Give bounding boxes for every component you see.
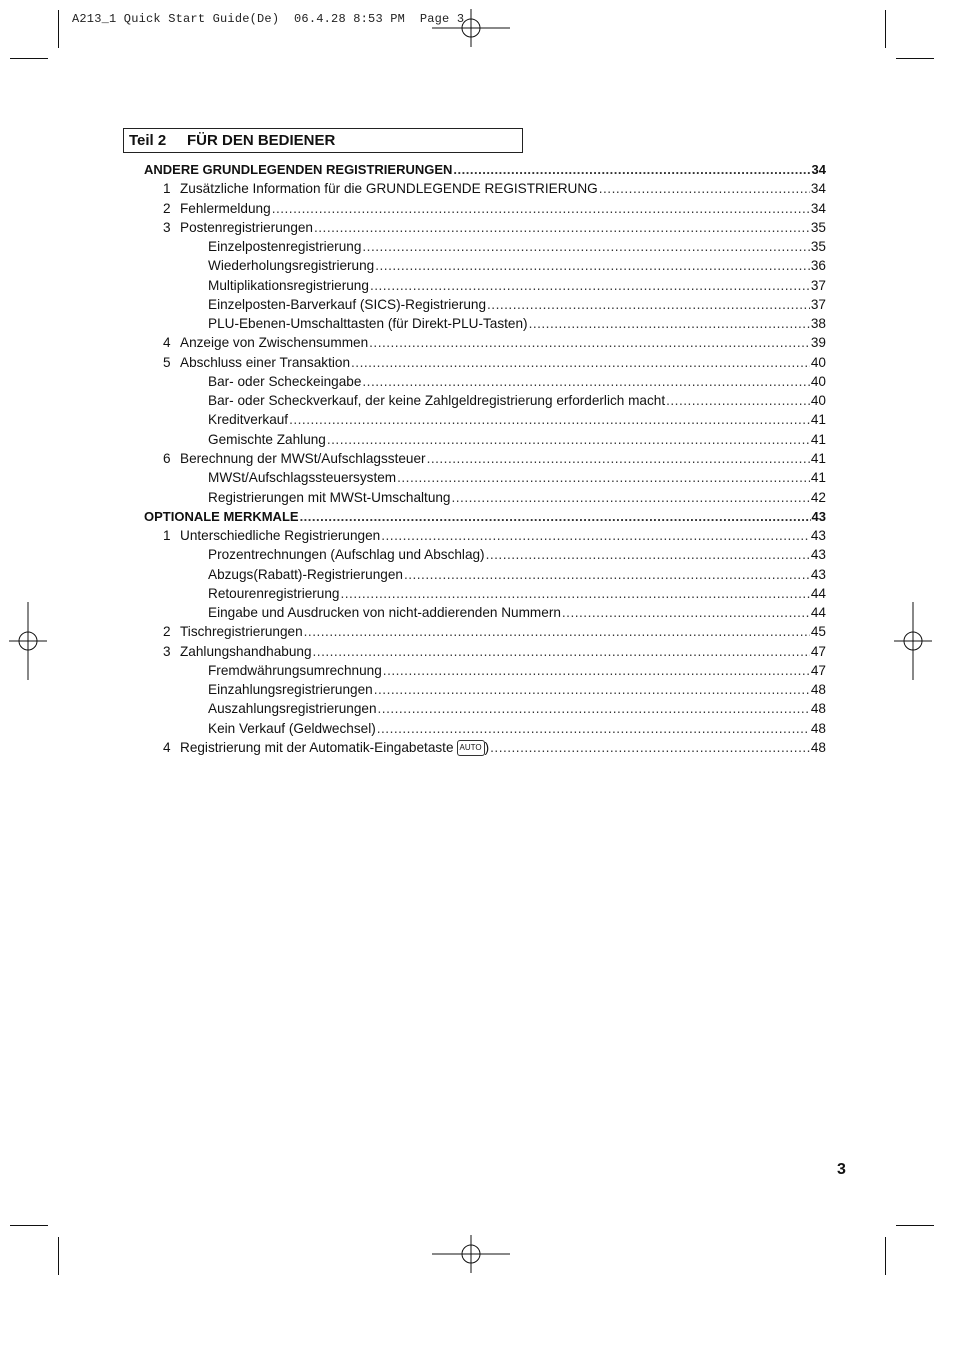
dot-leader	[529, 314, 810, 333]
toc-page-number: 40	[810, 354, 826, 370]
toc-entry[interactable]	[144, 449, 826, 468]
dot-leader	[374, 680, 810, 699]
toc-entry-title: Prozentrechnungen (Aufschlag und Abschlag)	[208, 547, 485, 563]
toc-page-number: 41	[810, 431, 826, 447]
toc-subentry[interactable]	[144, 545, 826, 564]
toc-entry-title: Anzeige von Zwischensummen	[180, 335, 369, 351]
print-slug: A213_1 Quick Start Guide(De) 06.4.28 8:53 PM Page 3	[72, 12, 465, 26]
dot-leader	[313, 642, 810, 661]
toc-page-number: 43	[811, 508, 826, 524]
toc-entry-number: 3	[163, 643, 171, 659]
dot-leader	[289, 410, 810, 429]
toc-entry-number: 4	[163, 739, 171, 755]
dot-leader	[404, 565, 810, 584]
toc-page-number: 42	[810, 489, 826, 505]
toc-page-number: 34	[810, 181, 826, 197]
toc-subentry[interactable]	[144, 372, 826, 391]
registration-mark-icon	[432, 1235, 510, 1273]
toc-page-number: 38	[810, 316, 826, 332]
toc-entry[interactable]	[144, 526, 826, 545]
toc-entry-title: OPTIONALE MERKMALE	[144, 508, 299, 524]
toc-subentry[interactable]	[144, 719, 826, 738]
toc-subentry[interactable]	[144, 314, 826, 333]
dot-leader	[599, 179, 810, 198]
dot-leader	[272, 199, 810, 218]
toc-page-number: 40	[810, 393, 826, 409]
crop-mark	[896, 1225, 934, 1226]
toc-subentry[interactable]	[144, 430, 826, 449]
toc-subentry[interactable]	[144, 295, 826, 314]
toc-entry[interactable]	[144, 738, 826, 757]
dot-leader	[377, 719, 810, 738]
toc-entry[interactable]	[144, 179, 826, 198]
toc-entry-title: Gemischte Zahlung	[208, 431, 326, 447]
toc-entry[interactable]	[144, 218, 826, 237]
toc-entry-number: 2	[163, 200, 171, 216]
page-number: 3	[837, 1161, 846, 1178]
toc-entry-title: Registrierungen mit MWSt-Umschaltung	[208, 489, 451, 505]
toc-entry-title-suffix: )	[484, 739, 490, 755]
dot-leader	[369, 333, 810, 352]
toc-entry-number: 3	[163, 219, 171, 235]
toc-page-number: 37	[810, 296, 826, 312]
toc-page-number: 47	[810, 662, 826, 678]
toc-subentry[interactable]	[144, 237, 826, 256]
toc-entry-title: Einzahlungsregistrierungen	[208, 682, 373, 698]
registration-mark-icon	[894, 602, 932, 680]
toc-subentry[interactable]	[144, 565, 826, 584]
toc-page-number: 35	[810, 219, 826, 235]
toc-entry[interactable]	[144, 642, 826, 661]
toc-subentry[interactable]	[144, 488, 826, 507]
toc-page-number: 44	[810, 585, 826, 601]
toc-page-number: 43	[810, 547, 826, 563]
registration-mark-icon	[9, 602, 47, 680]
toc-entry-title: Kein Verkauf (Geldwechsel)	[208, 720, 376, 736]
part-header	[123, 128, 523, 153]
toc-subentry[interactable]	[144, 276, 826, 295]
toc-page-number: 34	[811, 162, 826, 177]
dot-leader	[300, 507, 811, 526]
toc-entry-title: PLU-Ebenen-Umschalttasten (für Direkt-PLU-Tasten)	[208, 316, 528, 332]
toc-subentry[interactable]	[144, 468, 826, 487]
toc-page-number: 48	[810, 701, 826, 717]
toc-page-number: 43	[810, 566, 826, 582]
toc-section[interactable]	[144, 160, 826, 179]
toc-page-number: 43	[810, 528, 826, 544]
toc-page-number: 41	[810, 412, 826, 428]
part-number: Teil 2	[129, 132, 167, 149]
toc-page-number: 41	[810, 470, 826, 486]
toc-entry-number: 1	[163, 181, 171, 197]
toc-entry-title: Retourenregistrierung	[208, 585, 340, 601]
toc-page-number: 44	[810, 605, 826, 621]
dot-leader	[351, 353, 810, 372]
part-title: FÜR DEN BEDIENER	[187, 132, 336, 149]
toc-entry-title: Wiederholungsregistrierung	[208, 258, 375, 274]
toc-subentry[interactable]	[144, 699, 826, 718]
toc-entry-title: Abzugs(Rabatt)-Registrierungen	[208, 566, 403, 582]
crop-mark	[885, 10, 886, 48]
toc-entry-title: Unterschiedliche Registrierungen	[180, 528, 381, 544]
toc-entry-title: Bar- oder Scheckverkauf, der keine Zahlgeldregistrierung erforderlich macht	[208, 393, 666, 409]
dot-leader	[375, 256, 810, 275]
dot-leader	[383, 661, 810, 680]
toc-subentry[interactable]	[144, 584, 826, 603]
dot-leader	[378, 699, 810, 718]
toc-entry[interactable]	[144, 622, 826, 641]
crop-mark	[58, 10, 59, 48]
toc-page-number: 35	[810, 239, 826, 255]
toc-entry-title	[180, 738, 489, 757]
toc-entry-number: 4	[163, 335, 171, 351]
crop-mark	[896, 58, 934, 59]
dot-leader	[397, 468, 810, 487]
crop-mark	[885, 1237, 886, 1275]
toc-entry-title: ANDERE GRUNDLEGENDEN REGISTRIERUNGEN	[144, 162, 453, 177]
dot-leader	[490, 738, 810, 757]
toc-entry-number: 5	[163, 354, 171, 370]
dot-leader	[362, 237, 809, 256]
toc-page-number: 36	[810, 258, 826, 274]
crop-mark	[10, 58, 48, 59]
toc-entry-title: Multiplikationsregistrierung	[208, 277, 369, 293]
toc-subentry[interactable]	[144, 661, 826, 680]
toc-subentry[interactable]	[144, 391, 826, 410]
dot-leader	[487, 295, 810, 314]
toc-entry-title: Auszahlungsregistrierungen	[208, 701, 377, 717]
dot-leader	[666, 391, 810, 410]
toc-entry-title: MWSt/Aufschlagssteuersystem	[208, 470, 397, 486]
toc-entry-title: Berechnung der MWSt/Aufschlagssteuer	[180, 450, 426, 466]
toc-page-number: 41	[810, 450, 826, 466]
dot-leader	[370, 276, 810, 295]
toc-entry[interactable]	[144, 353, 826, 372]
toc-entry-title: Eingabe und Ausdrucken von nicht-addierenden Nummern	[208, 605, 561, 621]
toc-entry-number: 6	[163, 450, 171, 466]
toc-section[interactable]	[144, 507, 826, 526]
toc-entry-title-text: Registrierung mit der Automatik-Eingabetaste	[180, 739, 454, 755]
toc-entry-number: 2	[163, 624, 171, 640]
toc-entry-title: Zahlungshandhabung	[180, 643, 312, 659]
crop-mark	[58, 1237, 59, 1275]
dot-leader	[453, 160, 810, 179]
dot-leader	[304, 622, 810, 641]
toc-subentry[interactable]	[144, 256, 826, 275]
toc-entry-title: Fehlermeldung	[180, 200, 271, 216]
toc-subentry[interactable]	[144, 410, 826, 429]
dot-leader	[381, 526, 810, 545]
toc-subentry[interactable]	[144, 680, 826, 699]
dot-leader	[486, 545, 810, 564]
toc-entry-title: Kreditverkauf	[208, 412, 289, 428]
toc-entry[interactable]	[144, 333, 826, 352]
dot-leader	[314, 218, 810, 237]
toc-page-number: 39	[810, 335, 826, 351]
toc-page-number: 40	[810, 373, 826, 389]
toc-entry-title: Abschluss einer Transaktion	[180, 354, 351, 370]
toc-page-number: 48	[810, 720, 826, 736]
toc-page-number: 45	[810, 624, 826, 640]
dot-leader	[427, 449, 810, 468]
toc-entry-title: Einzelpostenregistrierung	[208, 239, 362, 255]
dot-leader	[452, 488, 810, 507]
toc-entry-title: Zusätzliche Information für die GRUNDLEGENDE REGISTRIERUNG	[180, 181, 598, 197]
toc-entry-title: Fremdwährungsumrechnung	[208, 662, 382, 678]
dot-leader	[562, 603, 810, 622]
toc-entry-title: Einzelposten-Barverkauf (SICS)-Registrierung	[208, 296, 487, 312]
toc-page-number: 48	[810, 739, 826, 755]
dot-leader	[340, 584, 809, 603]
toc-page-number: 34	[810, 200, 826, 216]
toc-entry-title: Tischregistrierungen	[180, 624, 303, 640]
registration-mark-icon	[432, 9, 510, 47]
auto-key-icon: AUTO	[457, 740, 485, 756]
toc-page-number: 48	[810, 682, 826, 698]
toc-entry[interactable]	[144, 199, 826, 218]
table-of-contents	[144, 160, 826, 757]
toc-page-number: 37	[810, 277, 826, 293]
toc-entry-title: Postenregistrierungen	[180, 219, 313, 235]
toc-subentry[interactable]	[144, 603, 826, 622]
toc-page-number: 47	[810, 643, 826, 659]
crop-mark	[10, 1225, 48, 1226]
toc-entry-title: Bar- oder Scheckeingabe	[208, 373, 362, 389]
dot-leader	[327, 430, 810, 449]
toc-entry-number: 1	[163, 528, 171, 544]
dot-leader	[362, 372, 809, 391]
